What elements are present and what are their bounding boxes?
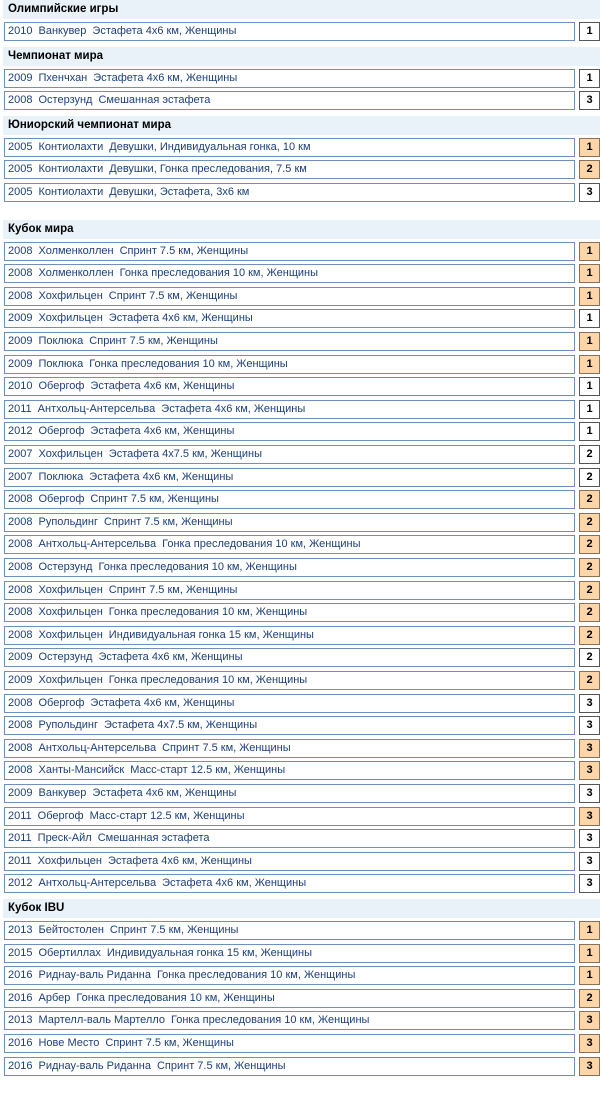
result-event: Гонка преследования 10 км, Женщины: [89, 358, 288, 370]
result-event: Гонка преследования 10 км, Женщины: [119, 267, 318, 279]
result-place: Хохфильцен: [38, 674, 103, 686]
result-place: Антхольц-Антерсельва: [38, 877, 157, 889]
result-place: Хохфильцен: [38, 290, 103, 302]
result-year: 2008: [8, 629, 33, 641]
result-event: Гонка преследования 10 км, Женщины: [108, 674, 308, 686]
result-event: Эстафета 4x6 км, Женщины: [89, 471, 234, 483]
result-description[interactable]: [4, 490, 575, 509]
result-row[interactable]: [4, 829, 600, 848]
result-event: Спринт 7.5 км, Женщины: [89, 335, 218, 347]
result-row[interactable]: [4, 422, 600, 441]
rank-badge: 3: [579, 183, 600, 202]
result-row[interactable]: [4, 716, 600, 735]
rank-badge: 2: [579, 535, 600, 554]
result-year: 2008: [8, 516, 33, 528]
result-description[interactable]: [4, 966, 575, 985]
result-description[interactable]: [4, 377, 575, 396]
result-row[interactable]: [4, 1057, 600, 1076]
rank-badge: 2: [579, 160, 600, 179]
result-row[interactable]: [4, 1011, 600, 1030]
result-year: 2008: [8, 245, 33, 257]
result-year: 2009: [8, 72, 33, 84]
rank-badge: 1: [579, 377, 600, 396]
rank-badge: 2: [579, 581, 600, 600]
section-header: Чемпионат мира: [3, 47, 600, 66]
rank-badge: 3: [579, 852, 600, 871]
result-place: Антхольц-Антерсельва: [38, 538, 157, 550]
result-event: Смешанная эстафета: [97, 832, 210, 844]
result-event: Эстафета 4x6 км, Женщины: [108, 312, 253, 324]
result-place: Хохфильцен: [37, 855, 102, 867]
result-description[interactable]: [4, 807, 575, 826]
section-header: Олимпийские игры: [3, 0, 600, 19]
rank-badge: 3: [579, 716, 600, 735]
result-description[interactable]: [4, 874, 575, 893]
result-event: Спринт 7.5 км, Женщины: [105, 1037, 234, 1049]
result-event: Спринт 7.5 км, Женщины: [108, 290, 238, 302]
result-event: Гонка преследования 10 км, Женщины: [162, 538, 361, 550]
result-row[interactable]: [4, 807, 600, 826]
result-description[interactable]: [4, 309, 575, 328]
result-event: Гонка преследования 10 км, Женщины: [156, 969, 356, 981]
result-description[interactable]: [4, 332, 575, 351]
result-event: Спринт 7.5 км, Женщины: [108, 584, 238, 596]
result-description[interactable]: [4, 581, 575, 600]
rank-badge: 1: [579, 332, 600, 351]
result-description[interactable]: [4, 445, 575, 464]
result-year: 2007: [8, 471, 33, 483]
result-description[interactable]: [4, 160, 575, 179]
result-row[interactable]: [4, 445, 600, 464]
result-place: Контиолахти: [38, 163, 104, 175]
result-row[interactable]: [4, 921, 600, 940]
result-place: Хохфильцен: [38, 448, 103, 460]
result-row[interactable]: [4, 309, 600, 328]
result-event: Эстафета 4x6 км, Женщины: [161, 403, 306, 415]
result-year: 2008: [8, 606, 33, 618]
result-description[interactable]: [4, 242, 575, 261]
result-year: 2008: [8, 94, 33, 106]
result-place: Обергоф: [38, 425, 85, 437]
result-row[interactable]: [4, 852, 600, 871]
rank-badge: 1: [579, 22, 600, 41]
result-description[interactable]: [4, 648, 575, 667]
section-header: Кубок IBU: [3, 899, 600, 918]
result-row[interactable]: [4, 400, 600, 419]
result-description[interactable]: [4, 355, 575, 374]
result-year: 2013: [8, 924, 33, 936]
result-place: Антхольц-Антерсельва: [37, 403, 156, 415]
result-row[interactable]: [4, 183, 600, 202]
result-place: Остерзунд: [38, 561, 93, 573]
result-year: 2009: [8, 312, 33, 324]
result-year: 2008: [8, 493, 33, 505]
rank-badge: 1: [579, 966, 600, 985]
result-row[interactable]: [4, 468, 600, 487]
result-event: Девушки, Индивидуальная гонка, 10 км: [109, 141, 311, 153]
result-description[interactable]: [4, 422, 575, 441]
result-event: Эстафета 4x6 км, Женщины: [93, 72, 238, 84]
result-place: Бейтостолен: [38, 924, 104, 936]
result-year: 2008: [8, 719, 33, 731]
result-description[interactable]: [4, 513, 575, 532]
rank-badge: 2: [579, 513, 600, 532]
rank-badge: 1: [579, 400, 600, 419]
rank-badge: 2: [579, 558, 600, 577]
result-year: 2008: [8, 764, 33, 776]
result-event: Эстафета 4x6 км, Женщины: [90, 425, 235, 437]
result-year: 2010: [8, 380, 33, 392]
result-year: 2011: [8, 403, 32, 415]
result-year: 2009: [8, 787, 33, 799]
result-description[interactable]: [4, 829, 575, 848]
result-description[interactable]: [4, 69, 575, 88]
result-place: Рупольдинг: [38, 719, 98, 731]
result-row[interactable]: [4, 490, 600, 509]
result-event: Индивидуальная гонка 15 км, Женщины: [106, 947, 313, 959]
result-description[interactable]: [4, 921, 575, 940]
result-place: Риднау-валь Риданна: [38, 969, 151, 981]
result-year: 2008: [8, 584, 33, 596]
result-row[interactable]: [4, 694, 600, 713]
rank-badge: 3: [579, 807, 600, 826]
result-place: Обергоф: [38, 697, 85, 709]
result-place: Хохфильцен: [38, 584, 103, 596]
result-event: Спринт 7.5 км, Женщины: [162, 742, 291, 754]
result-event: Гонка преследования 10 км, Женщины: [108, 606, 308, 618]
result-row[interactable]: [4, 739, 600, 758]
rank-badge: 3: [579, 761, 600, 780]
section-header: Юниорский чемпионат мира: [3, 116, 600, 135]
result-row[interactable]: [4, 332, 600, 351]
result-description[interactable]: [4, 138, 575, 157]
result-description[interactable]: [4, 400, 575, 419]
result-year: 2016: [8, 1060, 33, 1072]
result-place: Арбер: [38, 992, 71, 1004]
result-row[interactable]: [4, 874, 600, 893]
rank-badge: 1: [579, 309, 600, 328]
rank-badge: 2: [579, 445, 600, 464]
result-description[interactable]: [4, 671, 575, 690]
rank-badge: 1: [579, 287, 600, 306]
result-year: 2016: [8, 992, 33, 1004]
result-place: Поклюка: [38, 335, 84, 347]
result-year: 2015: [8, 947, 33, 959]
result-description[interactable]: [4, 91, 575, 110]
result-year: 2010: [8, 25, 33, 37]
rank-badge: 3: [579, 829, 600, 848]
result-year: 2009: [8, 651, 33, 663]
result-place: Риднау-валь Риданна: [38, 1060, 151, 1072]
result-place: Обергоф: [38, 493, 85, 505]
result-place: Остерзунд: [38, 94, 93, 106]
result-description[interactable]: [4, 761, 575, 780]
result-event: Индивидуальная гонка 15 км, Женщины: [108, 629, 314, 641]
result-year: 2008: [8, 290, 33, 302]
result-row[interactable]: [4, 242, 600, 261]
result-event: Эстафета 4x6 км, Женщины: [90, 697, 235, 709]
rank-badge: 1: [579, 355, 600, 374]
result-place: Контиолахти: [38, 141, 104, 153]
result-event: Спринт 7.5 км, Женщины: [103, 516, 233, 528]
result-row[interactable]: [4, 355, 600, 374]
result-description[interactable]: [4, 22, 575, 41]
result-description[interactable]: [4, 784, 575, 803]
result-event: Спринт 7.5 км, Женщины: [156, 1060, 286, 1072]
rank-badge: 3: [579, 1011, 600, 1030]
result-description[interactable]: [4, 535, 575, 554]
result-description[interactable]: [4, 739, 575, 758]
rank-badge: 3: [579, 91, 600, 110]
result-event: Гонка преследования 10 км, Женщины: [76, 992, 275, 1004]
result-row[interactable]: [4, 626, 600, 645]
rank-badge: 1: [579, 921, 600, 940]
result-event: Эстафета 4x7.5 км, Женщины: [103, 719, 258, 731]
result-year: 2009: [8, 335, 33, 347]
rank-badge: 3: [579, 694, 600, 713]
result-place: Ханты-Мансийск: [38, 764, 125, 776]
result-event: Эстафета 4x6 км, Женщины: [92, 787, 237, 799]
result-year: 2013: [8, 1014, 33, 1026]
result-row[interactable]: [4, 377, 600, 396]
rank-badge: 2: [579, 989, 600, 1008]
rank-badge: 2: [579, 648, 600, 667]
result-place: Ванкувер: [38, 787, 87, 799]
result-year: 2011: [8, 832, 32, 844]
result-place: Преск-Айл: [37, 832, 92, 844]
result-place: Хохфильцен: [38, 629, 103, 641]
result-place: Обергоф: [37, 810, 84, 822]
result-place: Холменколлен: [38, 245, 114, 257]
rank-badge: 2: [579, 626, 600, 645]
result-year: 2008: [8, 742, 33, 754]
result-year: 2009: [8, 358, 33, 370]
result-row[interactable]: [4, 989, 600, 1008]
result-place: Контиолахти: [38, 186, 104, 198]
result-row[interactable]: [4, 69, 600, 88]
result-event: Спринт 7.5 км, Женщины: [109, 924, 239, 936]
result-place: Поклюка: [38, 471, 84, 483]
result-year: 2016: [8, 1037, 33, 1049]
result-year: 2005: [8, 141, 33, 153]
result-row[interactable]: [4, 581, 600, 600]
rank-badge: 1: [579, 264, 600, 283]
rank-badge: 2: [579, 490, 600, 509]
result-event: Эстафета 4x7.5 км, Женщины: [108, 448, 262, 460]
result-place: Нове Место: [38, 1037, 100, 1049]
result-year: 2008: [8, 697, 33, 709]
result-description[interactable]: [4, 1011, 575, 1030]
result-year: 2012: [8, 425, 33, 437]
result-place: Поклюка: [38, 358, 84, 370]
result-description[interactable]: [4, 944, 575, 963]
result-year: 2016: [8, 969, 33, 981]
rank-badge: 1: [579, 242, 600, 261]
rank-badge: 2: [579, 468, 600, 487]
result-event: Эстафета 4x6 км, Женщины: [162, 877, 307, 889]
result-place: Обертиллах: [38, 947, 101, 959]
result-row[interactable]: [4, 138, 600, 157]
result-row[interactable]: [4, 287, 600, 306]
result-description[interactable]: [4, 264, 575, 283]
result-event: Девушки, Эстафета, 3x6 км: [109, 186, 250, 198]
result-description[interactable]: [4, 183, 575, 202]
result-place: Хохфильцен: [38, 312, 103, 324]
result-event: Гонка преследования 10 км, Женщины: [171, 1014, 370, 1026]
result-event: Эстафета 4x6 км, Женщины: [98, 651, 243, 663]
result-place: Хохфильцен: [38, 606, 103, 618]
result-description[interactable]: [4, 989, 575, 1008]
result-row[interactable]: [4, 558, 600, 577]
result-description[interactable]: [4, 716, 575, 735]
result-event: Смешанная эстафета: [98, 94, 211, 106]
result-row[interactable]: [4, 1034, 600, 1053]
result-row[interactable]: [4, 535, 600, 554]
result-row[interactable]: [4, 603, 600, 622]
result-description[interactable]: [4, 852, 575, 871]
result-row[interactable]: [4, 671, 600, 690]
result-event: Девушки, Гонка преследования, 7.5 км: [109, 163, 307, 175]
rank-badge: 3: [579, 784, 600, 803]
result-event: Масс-старт 12.5 км, Женщины: [130, 764, 286, 776]
result-row[interactable]: [4, 513, 600, 532]
rank-badge: 3: [579, 739, 600, 758]
rank-badge: 1: [579, 422, 600, 441]
result-year: 2008: [8, 561, 33, 573]
result-row[interactable]: [4, 761, 600, 780]
result-event: Эстафета 4x6 км, Женщины: [107, 855, 252, 867]
result-row[interactable]: [4, 648, 600, 667]
result-description[interactable]: [4, 694, 575, 713]
result-year: 2011: [8, 810, 32, 822]
result-row[interactable]: [4, 91, 600, 110]
result-description[interactable]: [4, 1034, 575, 1053]
result-place: Антхольц-Антерсельва: [38, 742, 157, 754]
rank-badge: 3: [579, 1057, 600, 1076]
result-place: Остерзунд: [38, 651, 93, 663]
result-place: Ванкувер: [38, 25, 87, 37]
result-description[interactable]: [4, 287, 575, 306]
result-event: Эстафета 4x6 км, Женщины: [92, 25, 237, 37]
rank-badge: 3: [579, 1034, 600, 1053]
result-event: Масс-старт 12.5 км, Женщины: [89, 810, 245, 822]
result-year: 2009: [8, 674, 33, 686]
rank-badge: 1: [579, 944, 600, 963]
result-row[interactable]: [4, 160, 600, 179]
result-place: Обергоф: [38, 380, 85, 392]
result-place: Рупольдинг: [38, 516, 98, 528]
rank-badge: 1: [579, 138, 600, 157]
result-place: Мартелл-валь Мартелло: [38, 1014, 166, 1026]
result-event: Эстафета 4x6 км, Женщины: [90, 380, 235, 392]
section-header: Кубок мира: [3, 220, 600, 239]
result-row[interactable]: [4, 966, 600, 985]
result-event: Спринт 7.5 км, Женщины: [90, 493, 219, 505]
rank-badge: 3: [579, 874, 600, 893]
result-description[interactable]: [4, 626, 575, 645]
result-year: 2005: [8, 163, 33, 175]
result-row[interactable]: [4, 22, 600, 41]
result-year: 2008: [8, 267, 33, 279]
result-place: Пхенчхан: [38, 72, 88, 84]
rank-badge: 2: [579, 603, 600, 622]
rank-badge: 2: [579, 671, 600, 690]
result-event: Гонка преследования 10 км, Женщины: [98, 561, 297, 573]
result-year: 2012: [8, 877, 33, 889]
result-year: 2007: [8, 448, 33, 460]
result-year: 2011: [8, 855, 32, 867]
result-place: Холменколлен: [38, 267, 114, 279]
result-description[interactable]: [4, 558, 575, 577]
result-year: 2008: [8, 538, 33, 550]
result-row[interactable]: [4, 944, 600, 963]
rank-badge: 1: [579, 69, 600, 88]
result-description[interactable]: [4, 468, 575, 487]
result-description[interactable]: [4, 603, 575, 622]
result-description[interactable]: [4, 1057, 575, 1076]
result-row[interactable]: [4, 264, 600, 283]
result-row[interactable]: [4, 784, 600, 803]
result-event: Спринт 7.5 км, Женщины: [119, 245, 249, 257]
result-year: 2005: [8, 186, 33, 198]
